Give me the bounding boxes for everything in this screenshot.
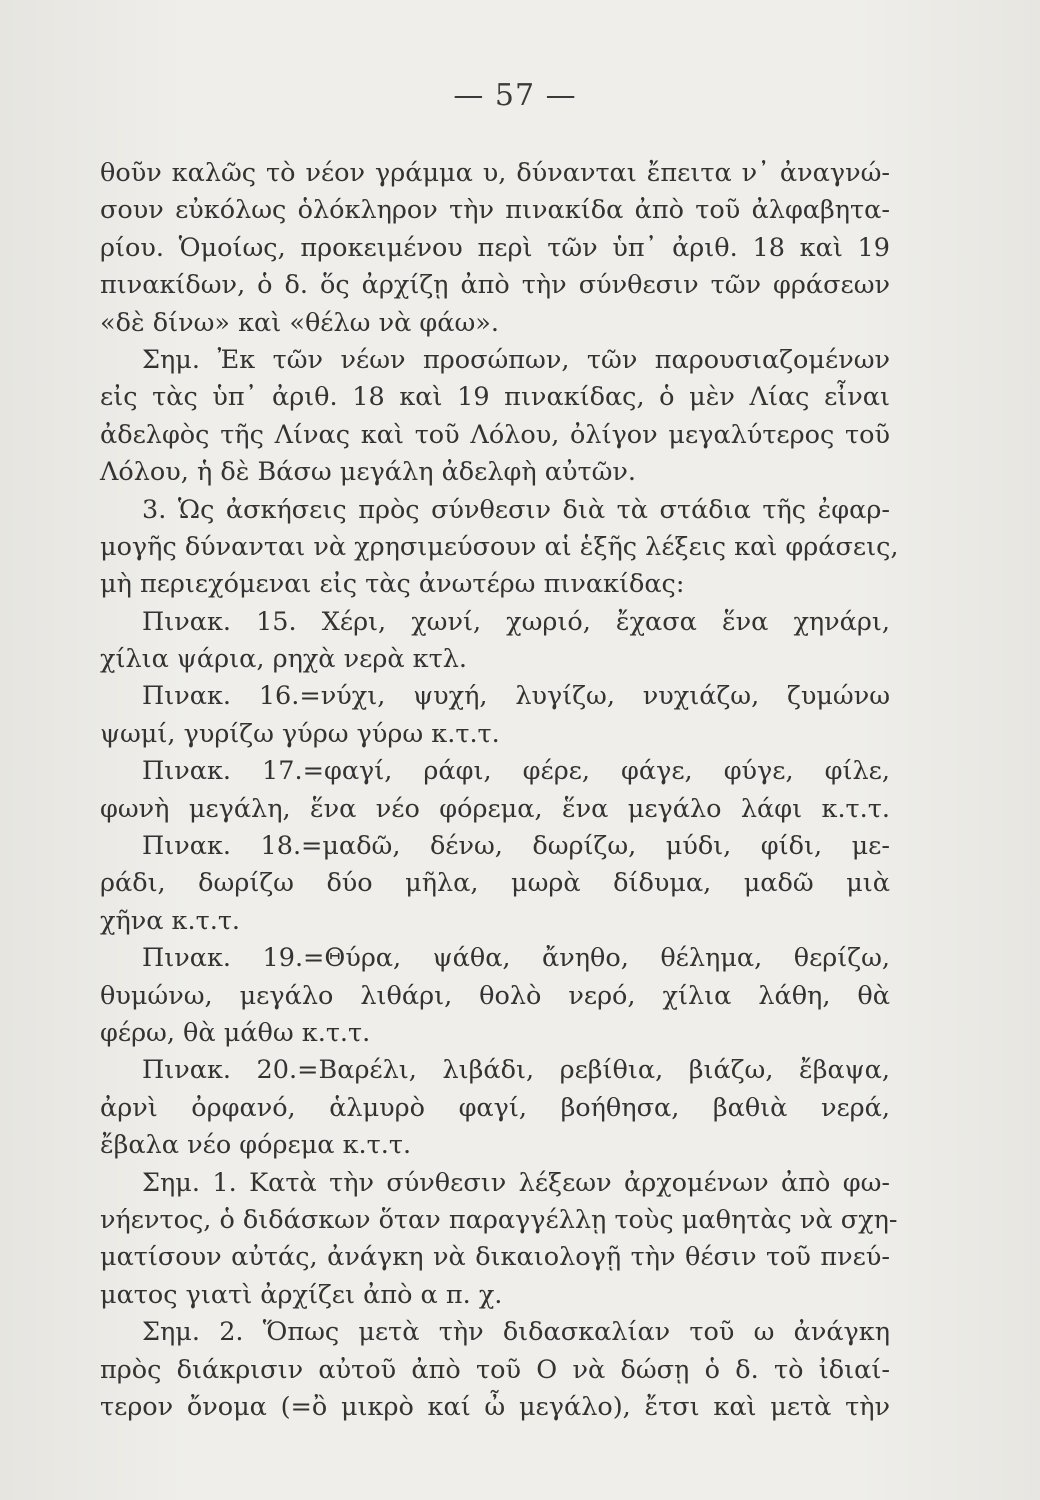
text-line: ψωμί, γυρίζω γύρω γύρω κ.τ.τ. (100, 718, 500, 749)
text-line: τερον ὄνομα (=ὂ μικρὸ καί ὦ μεγάλο), ἔτσι καὶ μετὰ τὴν (100, 1391, 890, 1422)
text-line: ἀρνὶ ὀρφανό, ἁλμυρὸ φαγί, βοήθησα, βαθιὰ νερά, (100, 1092, 890, 1123)
text-line: πρὸς διάκρισιν αὐτοῦ ἀπὸ τοῦ Ο νὰ δώσῃ ὁ δ. τὸ ἰδιαί- (100, 1354, 890, 1385)
text-line: πινακίδων, ὁ δ. ὅς ἀρχίζῃ ἀπὸ τὴν σύνθεσιν τῶν φράσεων (100, 270, 890, 301)
body-text (100, 155, 899, 1426)
text-line: θυμώνω, μεγάλο λιθάρι, θολὸ νερό, χίλια λάθη, θὰ (100, 980, 890, 1011)
page-number: — 57 — (453, 78, 577, 113)
text-line: εἰς τὰς ὑπ᾽ ἀριθ. 18 καὶ 19 πινακίδας, ὁ μὲν Λίας εἶναι (100, 382, 890, 413)
text-line: ρίου. Ὁμοίως, προκειμένου περὶ τῶν ὑπ᾽ ἀριθ. 18 καὶ 19 (100, 232, 890, 263)
text-line: φέρω, θὰ μάθω κ.τ.τ. (100, 1017, 371, 1048)
text-line: σουν εὐκόλως ὁλόκληρον τὴν πινακίδα ἀπὸ τοῦ ἀλφαβητα- (100, 195, 890, 226)
text-line: ράδι, δωρίζω δύο μῆλα, μωρὰ δίδυμα, μαδῶ μιὰ (100, 868, 890, 899)
text-line: Πινακ. 15. Χέρι, χωνί, χωριό, ἔχασα ἕνα χηνάρι, (142, 606, 890, 637)
text-line: νήεντος, ὁ διδάσκων ὅταν παραγγέλλῃ τοὺς μαθητὰς νὰ σχη- (100, 1204, 898, 1235)
text-line: θοῦν καλῶς τὸ νέον γράμμα υ, δύνανται ἔπειτα ν᾽ ἀναγνώ- (100, 158, 890, 188)
text-line: φωνὴ μεγάλη, ἕνα νέο φόρεμα, ἕνα μεγάλο λάφι κ.τ.τ. (100, 793, 890, 824)
text-line: Σημ. 1. Κατὰ τὴν σύνθεσιν λέξεων ἀρχομένων ἀπὸ φω- (142, 1167, 890, 1198)
text-line: Πινακ. 16.=νύχι, ψυχή, λυγίζω, νυχιάζω, ζυμώνω (142, 681, 890, 712)
text-line: Σημ. 2. Ὅπως μετὰ τὴν διδασκαλίαν τοῦ ω ἀνάγκη (142, 1317, 890, 1348)
text-line: μὴ περιεχόμεναι εἰς τὰς ἀνωτέρω πινακίδας: (100, 569, 685, 600)
text-line: χῆνα κ.τ.τ. (100, 905, 241, 936)
text-line: ἀδελφὸς τῆς Λίνας καὶ τοῦ Λόλου, ὀλίγον μεγαλύτερος τοῦ (100, 419, 890, 450)
text-line: Πινακ. 18.=μαδῶ, δένω, δωρίζω, μύδι, φίδι, με- (142, 831, 890, 862)
text-line: Λόλου, ἡ δὲ Βάσω μεγάλη ἀδελφὴ αὐτῶν. (100, 457, 636, 488)
text-line: Πινακ. 20.=Βαρέλι, λιβάδι, ρεβίθια, βιάζω, ἔβαψα, (142, 1055, 890, 1086)
text-line: 3. Ὡς ἀσκήσεις πρὸς σύνθεσιν διὰ τὰ στάδια τῆς ἐφαρ- (142, 494, 890, 525)
text-line: Πινακ. 17.=φαγί, ράφι, φέρε, φάγε, φύγε, φίλε, (142, 756, 890, 787)
text-line: ματίσουν αὐτάς, ἀνάγκη νὰ δικαιολογῇ τὴν θέσιν τοῦ πνεύ- (100, 1242, 890, 1273)
text-line: «δὲ δίνω» καὶ «θέλω νὰ φάω». (100, 307, 499, 338)
text-line: ἔβαλα νέο φόρεμα κ.τ.τ. (100, 1130, 412, 1161)
text-line: χίλια ψάρια, ρηχὰ νερὰ κτλ. (100, 644, 467, 675)
text-line: ματος γιατὶ ἀρχίζει ἀπὸ α π. χ. (100, 1279, 503, 1310)
text-line: μογῆς δύνανται νὰ χρησιμεύσουν αἱ ἑξῆς λέξεις καὶ φράσεις, (100, 531, 899, 562)
text-line: Σημ. Ἐκ τῶν νέων προσώπων, τῶν παρουσιαζομένων (142, 344, 890, 375)
text-line: Πινακ. 19.=Θύρα, ψάθα, ἄνηθο, θέλημα, θερίζω, (142, 943, 890, 974)
